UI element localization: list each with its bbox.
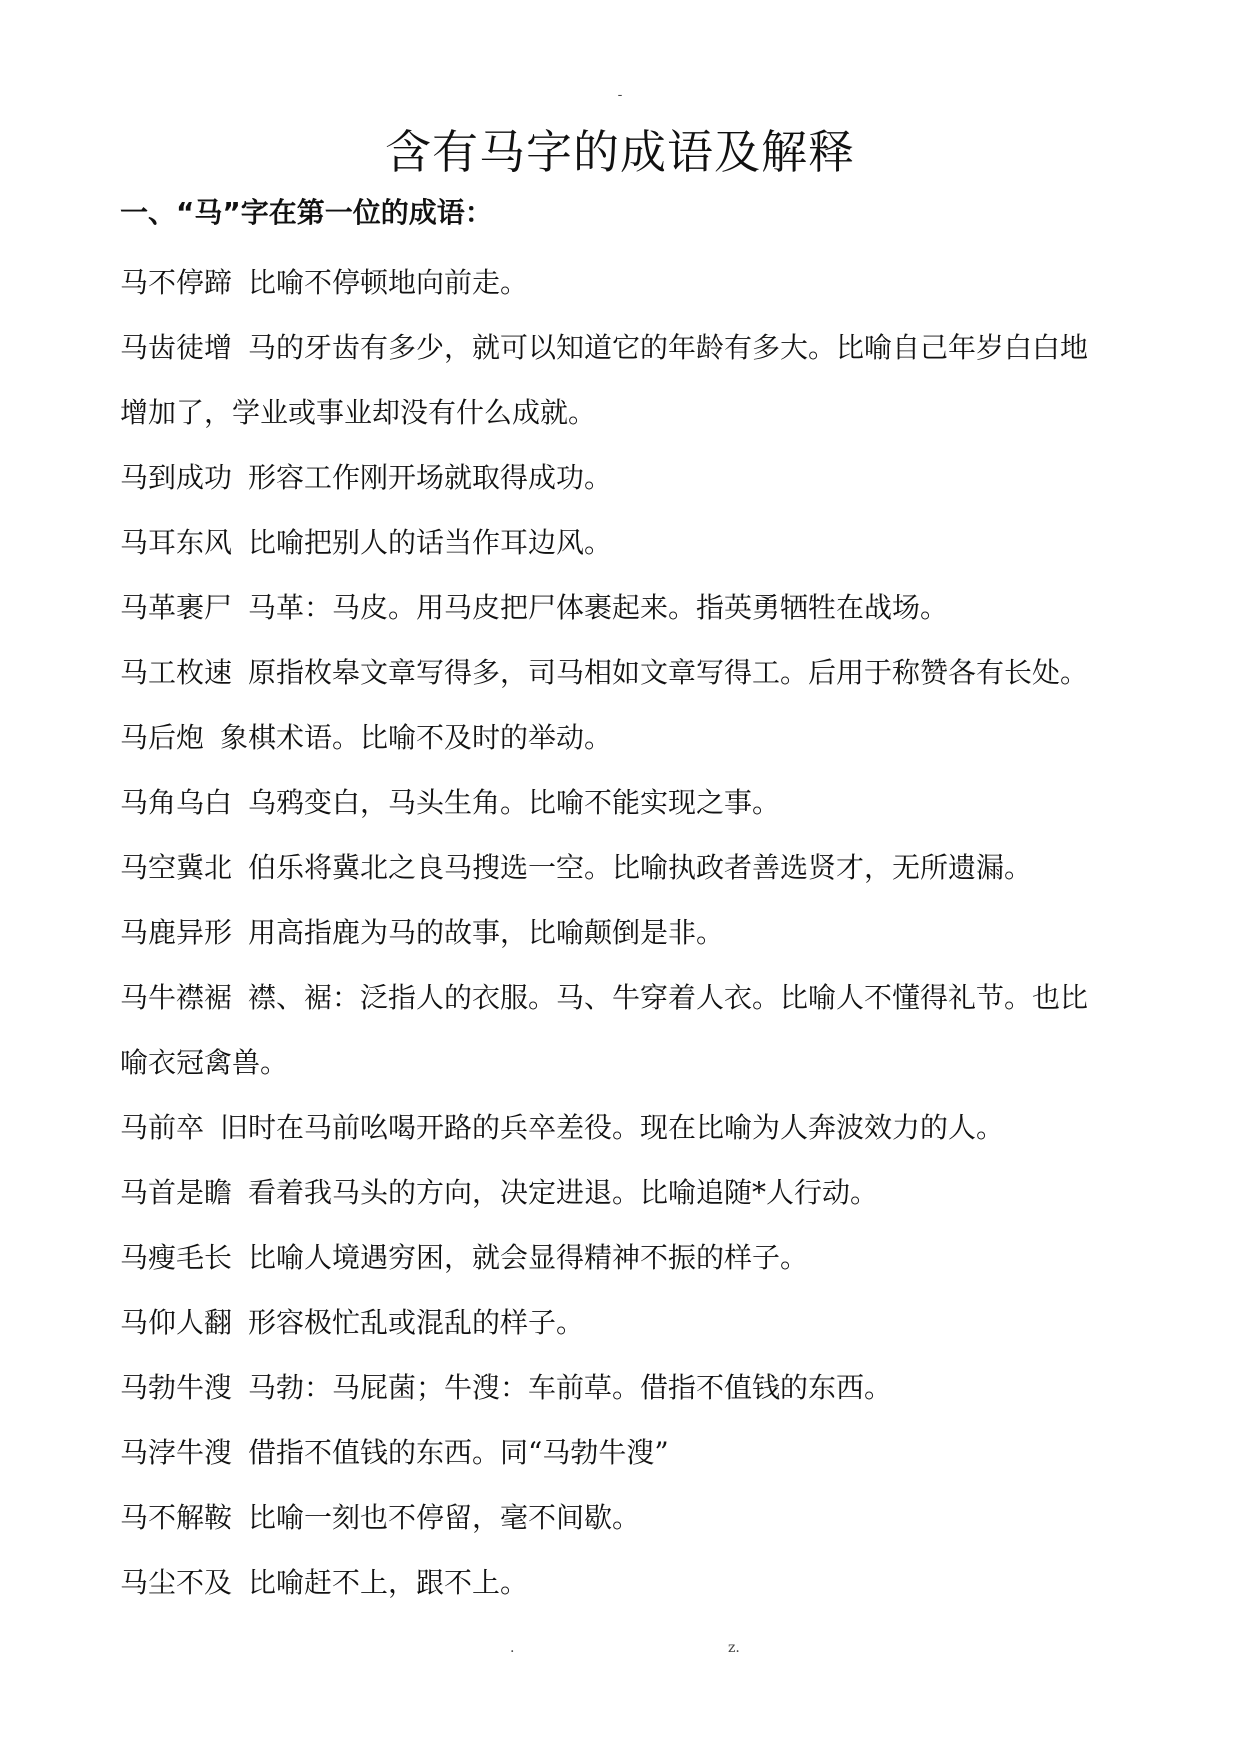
- idiom-definition: 喻衣冠禽兽。: [120, 1046, 289, 1079]
- idiom-term: 马鹿异形: [120, 916, 233, 949]
- idiom-definition: 借指不值钱的东西。同“马勃牛溲”: [248, 1436, 669, 1469]
- idiom-definition: 比喻不停顿地向前走。: [248, 266, 529, 299]
- idiom-definition: 象棋术语。比喻不及时的举动。: [220, 721, 613, 754]
- idiom-entry: [120, 1485, 1130, 1550]
- idiom-term: 马仰人翻: [120, 1306, 233, 1339]
- idiom-line: [120, 1355, 1130, 1420]
- idiom-term: 马革裹尸: [120, 591, 233, 624]
- idiom-list: [120, 250, 1130, 1615]
- idiom-term: 马工枚速: [120, 656, 233, 689]
- idiom-entry: [120, 1225, 1130, 1290]
- idiom-continuation-line: [120, 1030, 1130, 1095]
- idiom-definition: 比喻一刻也不停留，毫不间歇。: [248, 1501, 641, 1534]
- idiom-entry: [120, 1355, 1130, 1420]
- idiom-definition: 看着我马头的方向，决定进退。比喻追随*人行动。: [248, 1176, 879, 1209]
- idiom-term: 马瘦毛长: [120, 1241, 233, 1274]
- idiom-line: [120, 1095, 1130, 1160]
- idiom-term: 马不解鞍: [120, 1501, 233, 1534]
- idiom-term: 马尘不及: [120, 1566, 233, 1599]
- idiom-entry: [120, 965, 1130, 1095]
- idiom-definition: 原指枚皋文章写得多，司马相如文章写得工。后用于称赞各有长处。: [248, 656, 1089, 689]
- idiom-entry: [120, 510, 1130, 575]
- idiom-definition: 形容极忙乱或混乱的样子。: [248, 1306, 585, 1339]
- idiom-term: 马牛襟裾: [120, 981, 233, 1014]
- idiom-line: [120, 1290, 1130, 1355]
- idiom-line: [120, 250, 1130, 315]
- idiom-definition: 伯乐将冀北之良马搜选一空。比喻执政者善选贤才，无所遗漏。: [248, 851, 1033, 884]
- idiom-line: [120, 1485, 1130, 1550]
- idiom-line: [120, 315, 1130, 380]
- idiom-entry: [120, 1160, 1130, 1225]
- idiom-definition: 乌鸦变白，马头生角。比喻不能实现之事。: [248, 786, 781, 819]
- idiom-line: [120, 575, 1130, 640]
- idiom-entry: [120, 1550, 1130, 1615]
- idiom-definition: 形容工作刚开场就取得成功。: [248, 461, 613, 494]
- idiom-entry: [120, 315, 1130, 445]
- idiom-definition: 马勃：马屁菌；牛溲：车前草。借指不值钱的东西。: [248, 1371, 893, 1404]
- idiom-line: [120, 1160, 1130, 1225]
- idiom-definition: 马革：马皮。用马皮把尸体裹起来。指英勇牺牲在战场。: [248, 591, 949, 624]
- idiom-definition: 马的牙齿有多少，就可以知道它的年龄有多大。比喻自己年岁白白地: [248, 331, 1089, 364]
- idiom-term: 马齿徒增: [120, 331, 233, 364]
- idiom-entry: [120, 900, 1130, 965]
- idiom-definition: 增加了，学业或事业却没有什么成就。: [120, 396, 597, 429]
- idiom-line: [120, 705, 1130, 770]
- idiom-entry: [120, 250, 1130, 315]
- idiom-line: [120, 770, 1130, 835]
- idiom-line: [120, 1225, 1130, 1290]
- footer-right-mark: z.: [728, 1640, 740, 1656]
- idiom-term: 马角乌白: [120, 786, 233, 819]
- idiom-term: 马不停蹄: [120, 266, 233, 299]
- idiom-entry: [120, 835, 1130, 900]
- idiom-continuation-line: [120, 380, 1130, 445]
- footer-left-mark: .: [510, 1640, 515, 1656]
- idiom-line: [120, 900, 1130, 965]
- section-heading: 一、“马”字在第一位的成语：: [120, 196, 493, 229]
- idiom-line: [120, 445, 1130, 510]
- idiom-definition: 比喻把别人的话当作耳边风。: [248, 526, 613, 559]
- page-title: 含有马字的成语及解释: [385, 125, 855, 179]
- idiom-line: [120, 965, 1130, 1030]
- idiom-definition: 襟、裾：泛指人的衣服。马、牛穿着人衣。比喻人不懂得礼节。也比: [248, 981, 1089, 1014]
- idiom-entry: [120, 640, 1130, 705]
- page-footer: [0, 1640, 1240, 1660]
- idiom-line: [120, 640, 1130, 705]
- idiom-term: 马到成功: [120, 461, 233, 494]
- idiom-line: [120, 1550, 1130, 1615]
- idiom-term: 马前卒: [120, 1111, 205, 1144]
- idiom-term: 马耳东风: [120, 526, 233, 559]
- idiom-term: 马浡牛溲: [120, 1436, 233, 1469]
- idiom-term: 马空冀北: [120, 851, 233, 884]
- idiom-entry: [120, 1420, 1130, 1485]
- idiom-term: 马首是瞻: [120, 1176, 233, 1209]
- header-mark: -: [617, 87, 623, 103]
- idiom-entry: [120, 575, 1130, 640]
- idiom-definition: 比喻人境遇穷困，就会显得精神不振的样子。: [248, 1241, 809, 1274]
- idiom-definition: 旧时在马前吆喝开路的兵卒差役。现在比喻为人奔波效力的人。: [220, 1111, 1005, 1144]
- idiom-term: 马勃牛溲: [120, 1371, 233, 1404]
- idiom-entry: [120, 1290, 1130, 1355]
- idiom-line: [120, 1420, 1130, 1485]
- idiom-term: 马后炮: [120, 721, 205, 754]
- idiom-entry: [120, 705, 1130, 770]
- idiom-definition: 用高指鹿为马的故事，比喻颠倒是非。: [248, 916, 725, 949]
- idiom-entry: [120, 770, 1130, 835]
- idiom-line: [120, 835, 1130, 900]
- idiom-line: [120, 510, 1130, 575]
- idiom-entry: [120, 1095, 1130, 1160]
- idiom-definition: 比喻赶不上，跟不上。: [248, 1566, 529, 1599]
- idiom-entry: [120, 445, 1130, 510]
